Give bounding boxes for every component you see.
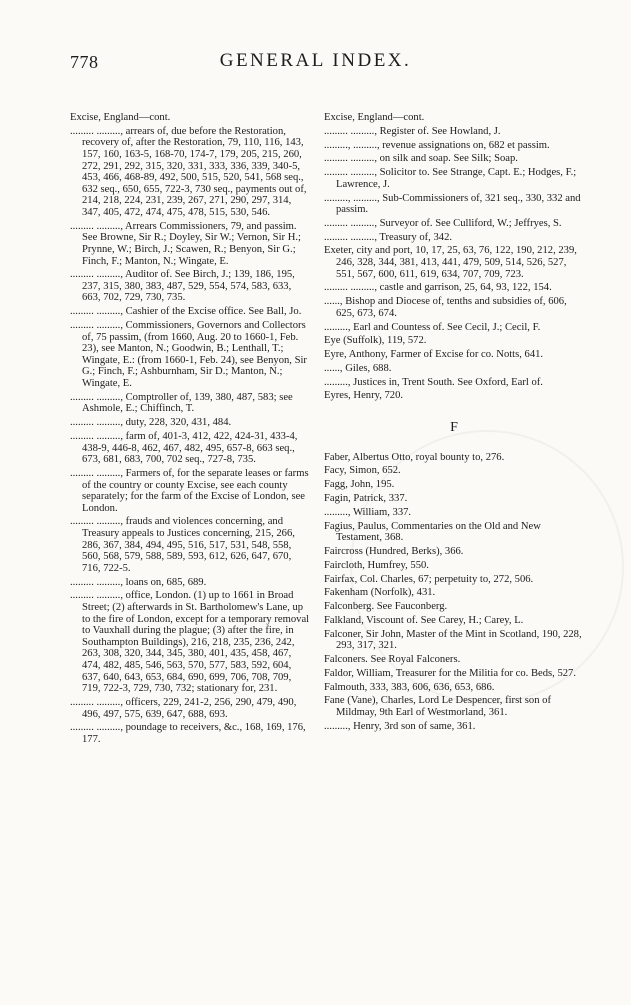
index-entry: ......... ........., Farmers of, for the separate leases or farms of the country or county Excise, see each county separately; for the farm of the Excise of London, see London. xyxy=(70,467,309,514)
index-entry: Faldor, William, Treasurer for the Militia for co. Beds, 527. xyxy=(324,667,576,679)
index-entry: Falconberg. See Fauconberg. xyxy=(324,601,448,613)
index-entry: ........., Henry, 3rd son of same, 361. xyxy=(324,720,476,732)
index-entry: ........., Justices in, Trent South. See Oxford, Earl of. xyxy=(324,376,543,388)
index-entry: ......... ........., arrears of, due before the Restoration, recovery of, after the Restoration, 79, 110, 116, 143, 157, 160, 163-5, 168-70, 174-7, 179, 205, 215, 260, 272, 291, 292, 315, 320, 331, 333, 336, 339, 340-5, 453, 466, 468-89, 492, 500, 515, 520, 541, 568 seq., 632 seq., 650, 655, 722-3, 730 seq., payments out of, 214, 218, 224, 231, 239, 267, 271, 290, 297, 314, 347, 405, 472, 474, 475, 478, 515, 530, 546. xyxy=(70,125,307,218)
index-entry: ......... ........., farm of, 401-3, 412, 422, 424-31, 433-4, 438-9, 446-8, 462, 467, 482, 495, 657-8, 663 seq., 673, 681, 683, 700, 702 seq., 727-8, 735. xyxy=(70,430,298,466)
index-entry: ......... ........., Surveyor of. See Culliford, W.; Jeffryes, S. xyxy=(324,217,562,229)
index-entry: ......... ........., officers, 229, 241-2, 256, 290, 479, 490, 496, 497, 575, 639, 647, 688, 693. xyxy=(70,696,297,720)
index-entry: Eyres, Henry, 720. xyxy=(324,390,404,402)
section-letter: F xyxy=(450,420,458,436)
index-entry: ......, Giles, 688. xyxy=(324,362,392,374)
index-entry: ......... ........., poundage to receivers, &c., 168, 169, 176, 177. xyxy=(70,722,306,745)
right-column xyxy=(324,112,584,735)
index-entry: Fagius, Paulus, Commentaries on the Old and New Testament, 368. xyxy=(324,520,541,544)
index-entry: ......... ........., office, London. (1) up to 1661 in Broad Street; (2) afterwards in St. Bartholomew's Lane, up to the fire of London, except for a temporary removal to Vauxhall during the plague; (3) after the fire, in Southampton Buildings), 216, 218, 235, 236, 242, 263, 308, 320, 344, 345, 380, 401, 435, 458, 467, 474, 482, 485, 546, 563, 570, 577, 583, 592, 604, 637, 640, 643, 653, 684, 690, 699, 706, 708, 709, 719, 722-3, 729, 730, 732; stationary for, 231. xyxy=(70,590,310,695)
index-entry: ........., ........., revenue assignations on, 682 et passim. xyxy=(324,139,550,151)
index-entry: ......... ........., Cashier of the Excise office. See Ball, Jo. xyxy=(70,306,302,318)
index-entry: ......... ........., castle and garrison, 25, 64, 93, 122, 154. xyxy=(324,282,552,294)
index-entry: ......... ........., Register of. See Howland, J. xyxy=(324,125,501,137)
index-entry: Excise, England—cont. xyxy=(324,112,425,123)
page-number: 778 xyxy=(70,52,99,72)
index-entry: Eyre, Anthony, Farmer of Excise for co. Notts, 641. xyxy=(324,349,544,361)
index-entry: Fagin, Patrick, 337. xyxy=(324,493,408,504)
index-entry: ......... ........., Auditor of. See Birch, J.; 139, 186, 195, 237, 315, 380, 383, 487, 529, 554, 574, 583, 633, 663, 702, 729, 730, 735. xyxy=(70,269,295,304)
index-entry: Faircross (Hundred, Berks), 366. xyxy=(324,545,464,557)
index-entry: ......... ........., loans on, 685, 689. xyxy=(70,576,207,588)
index-entry: ......... ........., Treasury of, 342. xyxy=(324,231,453,243)
index-entry: ......, Bishop and Diocese of, tenths and subsidies of, 606, 625, 673, 674. xyxy=(324,296,567,319)
index-entry: Falkland, Viscount of. See Carey, H.; Carey, L. xyxy=(324,614,524,626)
index-entry: Eye (Suffolk), 119, 572. xyxy=(324,335,427,347)
index-entry: Fane (Vane), Charles, Lord Le Despencer, first son of Mildmay, 9th Earl of Westmorland, 361. xyxy=(324,695,551,718)
index-entry: ........., ........., Sub-Commissioners of, 321 seq., 330, 332 and passim. xyxy=(324,192,581,216)
index-entry: Falconers. See Royal Falconers. xyxy=(324,654,461,665)
index-entry: Excise, England—cont. xyxy=(70,112,171,123)
index-entry: Fakenham (Norfolk), 431. xyxy=(324,587,436,599)
index-entry: ......... ........., Comptroller of, 139, 380, 487, 583; see Ashmole, E.; Chiffinch, T. xyxy=(70,391,293,415)
page-title: GENERAL INDEX. xyxy=(219,50,412,71)
index-entry: ......... ........., Solicitor to. See Strange, Capt. E.; Hodges, F.; Lawrence, J. xyxy=(324,167,577,190)
index-entry: ......... ........., Commissioners, Governors and Collectors of, 75 passim, (from 1660, Aug. 20 to 1660-1, Feb. 23), see Manton, N.; Goodwin, B.; Lenthall, T.; Wingate, E.: (from 1660-1, Feb. 24), see Benyon, Sir G.; Finch, F.; Ashburnham, Sir D.; Manton, N.; Wingate, E. xyxy=(70,320,307,389)
index-entry: Fairfax, Col. Charles, 67; perpetuity to, 272, 506. xyxy=(324,573,534,585)
left-column xyxy=(70,112,310,748)
index-entry: Falmouth, 333, 383, 606, 636, 653, 686. xyxy=(324,681,495,693)
index-entry: ........., Earl and Countess of. See Cecil, J.; Cecil, F. xyxy=(324,321,541,333)
index-entry: Exeter, city and port, 10, 17, 25, 63, 76, 122, 190, 212, 239, 246, 328, 344, 381, 413, 441, 479, 509, 514, 526, 527, 551, 567, 600, 611, 619, 634, 707, 709, 723. xyxy=(324,245,577,280)
index-entry: Fagg, John, 195. xyxy=(324,479,395,491)
index-entry: ......... ........., Arrears Commissioners, 79, and passim. See Browne, Sir R.; Doyley, Sir W.; Vernon, Sir H.; Prynne, W.; Birch, J.; Scawen, R.; Benyon, Sir G.; Finch, F.; Manton, N.; Wingate, E. xyxy=(70,220,301,267)
index-entry: Faircloth, Humfrey, 550. xyxy=(324,559,429,571)
index-entry: ......... ........., duty, 228, 320, 431, 484. xyxy=(70,417,232,429)
index-entry: ......... ........., frauds and violences concerning, and Treasury appeals to Justices concerning, 215, 266, 286, 367, 384, 494, 495, 516, 517, 531, 548, 558, 560, 568, 579, 588, 589, 593, 612, 626, 647, 670, 716, 722-5. xyxy=(70,516,295,574)
index-entry: Falconer, Sir John, Master of the Mint in Scotland, 190, 228, 293, 317, 321. xyxy=(324,628,582,652)
index-entry: Faber, Albertus Otto, royal bounty to, 276. xyxy=(324,451,505,463)
index-entry: Facy, Simon, 652. xyxy=(324,465,401,477)
index-entry: ........., William, 337. xyxy=(324,506,412,518)
index-entry: ......... ........., on silk and soap. See Silk; Soap. xyxy=(324,153,518,165)
